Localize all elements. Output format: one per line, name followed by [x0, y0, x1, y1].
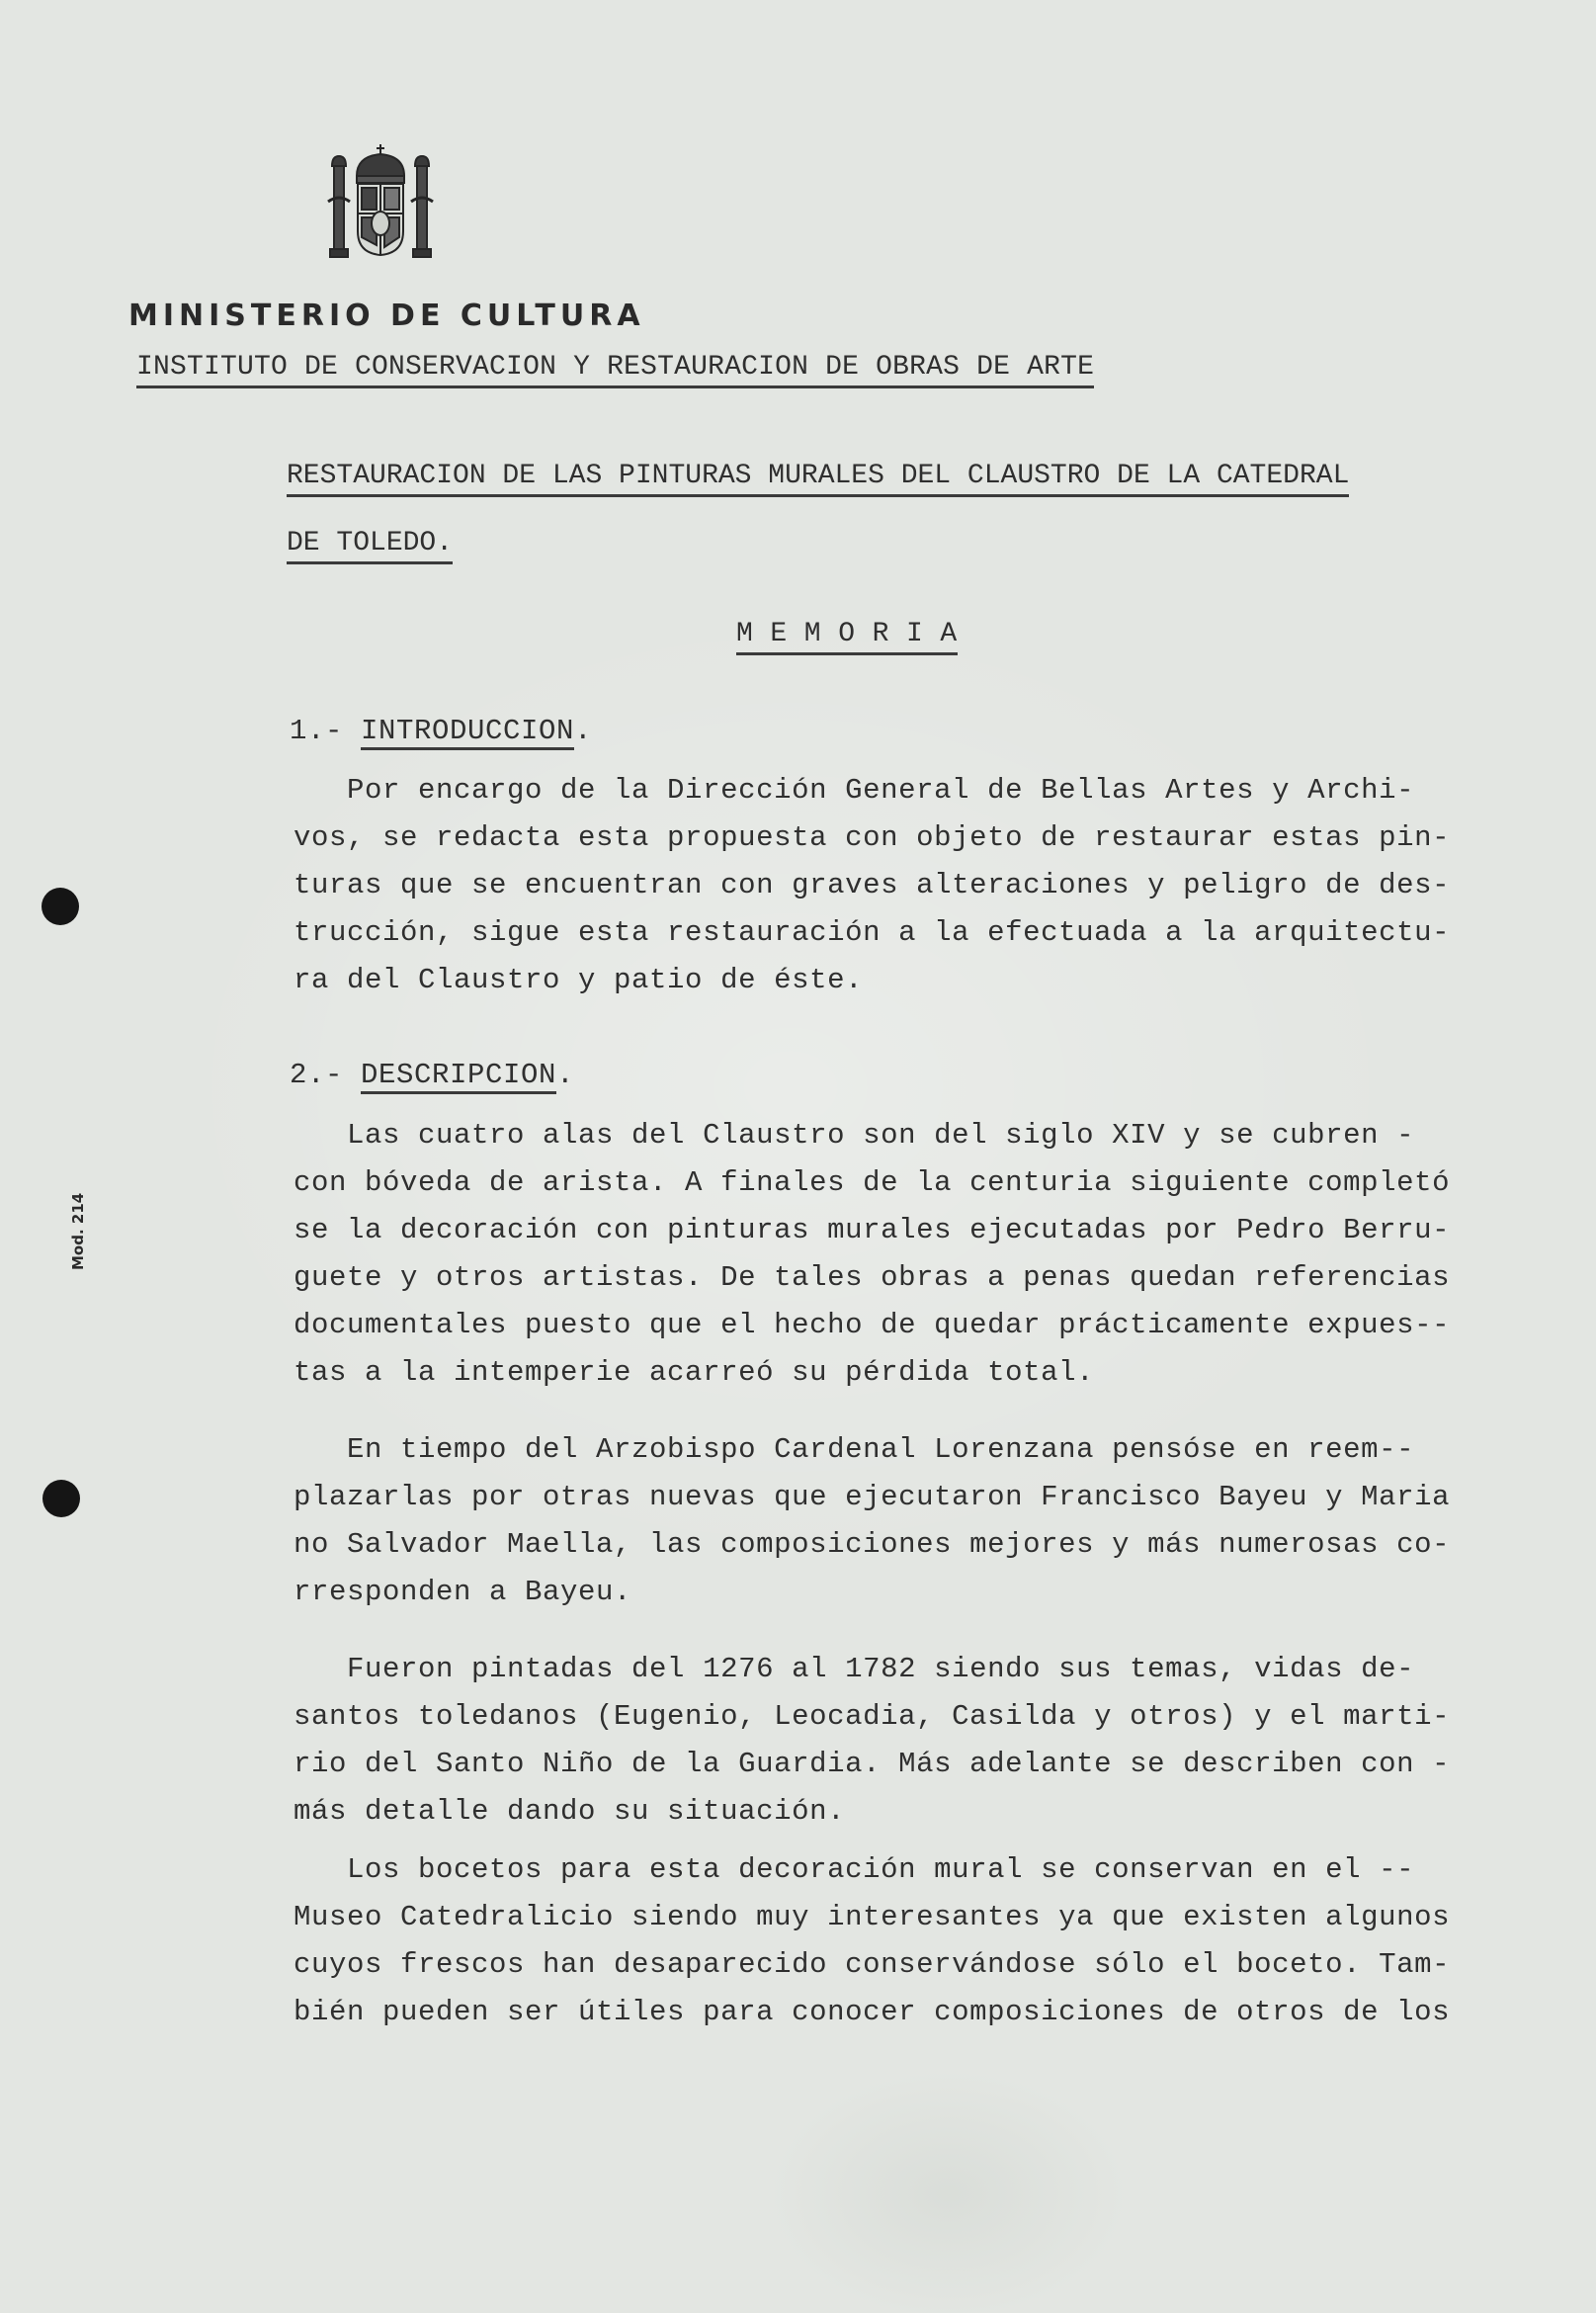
section-title: INTRODUCCION — [361, 715, 574, 750]
ministry-name: MINISTERIO DE CULTURA — [128, 299, 645, 333]
punch-hole — [42, 1480, 80, 1517]
paragraph-line: Museo Catedralicio siendo muy interesantes ya que existen algunos — [294, 1901, 1451, 1933]
section-title: DESCRIPCION — [361, 1059, 556, 1094]
paragraph-line: documentales puesto que el hecho de quedar prácticamente expues-- — [294, 1309, 1451, 1341]
paragraph-line: guete y otros artistas. De tales obras a penas quedan referencias — [294, 1261, 1451, 1294]
punch-hole — [42, 888, 79, 925]
section-number: 1.- — [290, 715, 344, 747]
paragraph-line: santos toledanos (Eugenio, Leocadia, Casilda y otros) y el marti- — [294, 1700, 1451, 1733]
document-subtitle: M E M O R I A — [736, 619, 958, 655]
paragraph-line: cuyos frescos han desaparecido conservándose sólo el boceto. Tam- — [294, 1948, 1451, 1981]
paragraph-line: con bóveda de arista. A finales de la centuria siguiente completó — [294, 1166, 1451, 1199]
paragraph-line: rresponden a Bayeu. — [294, 1576, 632, 1608]
paragraph-line: vos, se redacta esta propuesta con objeto de restaurar estas pin- — [294, 821, 1451, 854]
paragraph-line: Las cuatro alas del Claustro son del siglo XIV y se cubren - — [294, 1119, 1415, 1152]
paragraph-line: plazarlas por otras nuevas que ejecutaron Francisco Bayeu y Maria — [294, 1481, 1451, 1513]
paragraph-line: no Salvador Maella, las composiciones mejores y más numerosas co- — [294, 1528, 1451, 1561]
document-title-line2: DE TOLEDO. — [287, 528, 453, 564]
paragraph-line: Los bocetos para esta decoración mural se conservan en el -- — [294, 1853, 1415, 1886]
paragraph-line: ra del Claustro y patio de éste. — [294, 964, 864, 996]
spain-coat-of-arms-icon — [324, 142, 437, 259]
paragraph-line: trucción, sigue esta restauración a la efectuada a la arquitectu- — [294, 916, 1451, 949]
form-code: Mod. 214 — [69, 1192, 87, 1270]
section-heading-descripcion: 2.- DESCRIPCION. — [290, 1059, 574, 1091]
paragraph-line: Por encargo de la Dirección General de Bellas Artes y Archi- — [294, 774, 1415, 807]
paragraph-line: En tiempo del Arzobispo Cardenal Lorenzana pensóse en reem-- — [294, 1433, 1415, 1466]
paragraph-line: Fueron pintadas del 1276 al 1782 siendo sus temas, vidas de- — [294, 1653, 1415, 1685]
paragraph-line: rio del Santo Niño de la Guardia. Más adelante se describen con - — [294, 1748, 1451, 1780]
institute-name: INSTITUTO DE CONSERVACION Y RESTAURACION DE OBRAS DE ARTE — [136, 352, 1094, 388]
document-title-line1: RESTAURACION DE LAS PINTURAS MURALES DEL CLAUSTRO DE LA CATEDRAL — [287, 461, 1349, 497]
paragraph-line: más detalle dando su situación. — [294, 1795, 846, 1828]
paragraph-line: se la decoración con pinturas murales ejecutadas por Pedro Berru- — [294, 1214, 1451, 1246]
section-number: 2.- — [290, 1059, 344, 1091]
paragraph-line: tas a la intemperie acarreó su pérdida total. — [294, 1356, 1095, 1389]
section-heading-introduccion: 1.- INTRODUCCION. — [290, 715, 592, 747]
paragraph-line: turas que se encuentran con graves alteraciones y peligro de des- — [294, 869, 1451, 901]
paragraph-line: bién pueden ser útiles para conocer composiciones de otros de los — [294, 1996, 1451, 2028]
